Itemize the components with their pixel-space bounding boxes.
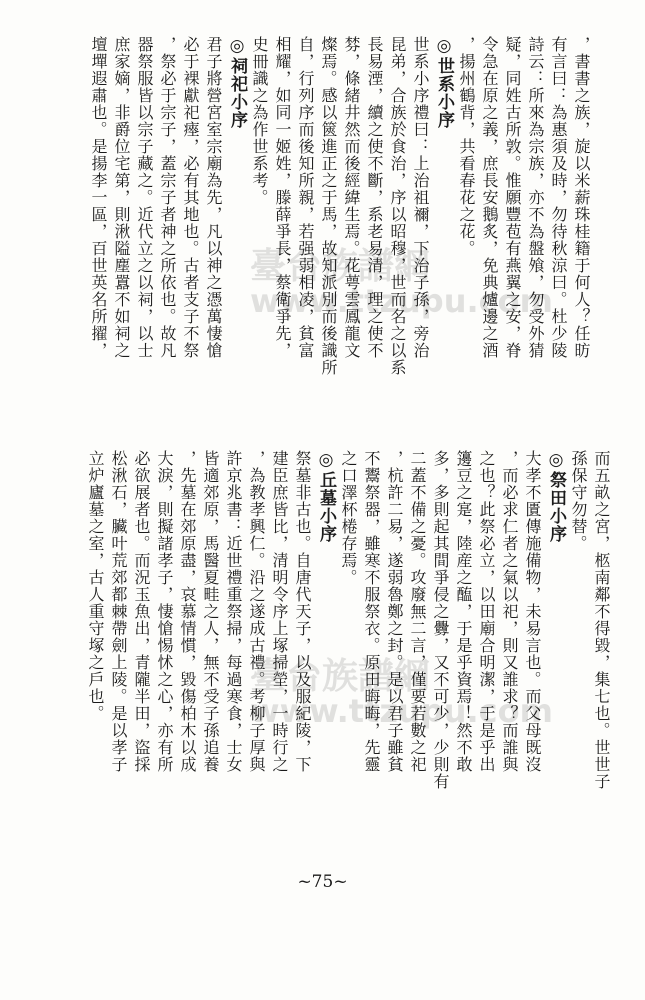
text-column: 之也？此祭必立，以田廟合明潔，于是乎出 — [477, 450, 496, 773]
text-column: ，而必求仁者之氣以祀，則又誰求？而誰與 — [500, 450, 519, 773]
text-column: 史冊識之為作世系考。 — [250, 36, 269, 206]
text-column: 大孝不匱傳施備物，未易言也。而父母既沒 — [523, 450, 542, 773]
text-column: 籩豆之寔，陸産之醢，于是乎資焉！然不敢 — [454, 450, 473, 773]
text-column: ，杭許二易，遂弱魯鄭之封。是以君子雖貧 — [385, 450, 404, 773]
section-heading: ◎丘墓小序 — [316, 450, 336, 543]
text-column: 孫保守勿替。 — [569, 450, 588, 552]
text-column: 自，行列序而後知所親，若强弱相凌，貧富 — [296, 36, 315, 359]
text-column: ，書書之族，旋以米薪珠桂籍于何人？任昉 — [572, 36, 591, 359]
text-column: 松湫石，臟叶荒郊都棘帶劍上陵。是以孝子 — [109, 450, 128, 773]
lower-text-block — [43, 450, 613, 850]
watermark-bottom-url: www.ttzupu.com — [250, 692, 553, 730]
text-column: 祭墓非古也。自唐代天子，以及服紀陵，下 — [293, 450, 312, 773]
text-column: 詩云：所來為宗族，亦不為盤飧，勿受外猜 — [526, 36, 545, 359]
text-column: 多，多則起其間爭侵之釁，又不可少，少則有 — [431, 450, 450, 790]
text-column: 皆適郊原，馬醫夏畦之人，無不受子孫追養 — [201, 450, 220, 773]
page-number: ~75~ — [297, 872, 348, 892]
text-column: 必欲展者也。而況玉魚出，青隴半田，盜採 — [132, 450, 151, 773]
text-column: 有言曰：為惠須及時，勿待秋涼曰。杜少陵 — [549, 36, 568, 359]
text-column: 必于裸獻祀瘞，必有其地也。古者支子不祭 — [181, 36, 200, 359]
text-column: ，揚州鶴背，共看春花之花。 — [457, 36, 476, 257]
text-column: 許京兆書：近世禮重祭掃，每過寒食，士女 — [224, 450, 243, 773]
text-column: 昆弟，合族於食治，序以昭穆，世而名之以系 — [388, 36, 407, 376]
text-column: 相耀，如同一姬姓，滕薛爭長，蔡衛爭先， — [273, 36, 292, 359]
text-column: 疑，同姓古所敦。惟願豐苞有燕翼之安，脊 — [503, 36, 522, 359]
text-column: 世系小序禮曰：上治祖禰，下治子孫，旁治 — [411, 36, 430, 359]
text-column: 二蓋不備之憂。攻廢無二言，僅要若數之祀 — [408, 450, 427, 773]
text-column: 令急在原之義，庶長安鵝炙，免典爐邊之酒 — [480, 36, 499, 359]
section-heading: ◎祠祀小序 — [227, 36, 247, 129]
text-column: ，先墓在郊原盡，哀慕情慣，毀傷柏木以成 — [178, 450, 197, 773]
text-column: 而五畝之宮，柩南鄰不得毀，集七也。世世子 — [592, 450, 611, 790]
text-column: 器祭服皆以宗子藏之。近代立之以祠，以士 — [135, 36, 154, 359]
upper-text-block — [53, 36, 593, 448]
text-column: 不鬻祭器，雖寒不服祭衣。原田晦晦，先靈 — [362, 450, 381, 773]
text-column: 燦焉。感以篋進正之于馬，故知派別而後識所 — [319, 36, 338, 376]
text-column: 君子將營宮室宗廟為先，凡以神之憑萬悽愴 — [204, 36, 223, 359]
watermark-top-url: www.ttzupu.com — [250, 282, 553, 320]
text-column: 之口澤杯棬存焉。 — [339, 450, 358, 586]
section-heading: ◎世系小序 — [434, 36, 454, 129]
text-column: 大淚，則擬諸孝子，悽愴惕怵之心，亦有所 — [155, 450, 174, 773]
text-column: 立炉廬墓之室，古人重守塚之戶也。 — [86, 450, 105, 722]
section-heading: ◎祭田小序 — [546, 450, 566, 543]
text-column: 棼，條緒井然而後經緯生焉。花萼雲鳳龍文 — [342, 36, 361, 359]
text-column: 壇墠遐肅也。是揚李一區，百世英名所擢， — [89, 36, 108, 359]
watermark-bottom: 臺台族譜網 — [250, 656, 431, 697]
text-column: 長易湮，續之使不斷，系老易清，理之使不 — [365, 36, 384, 359]
text-column: ，為教孝興仁。沿之遂成古禮。考柳子厚與 — [247, 450, 266, 773]
text-column: 建臣庶皆比，清明令序上塚掃塋，一時行之 — [270, 450, 289, 773]
text-column: ，祭必于宗子，蓋宗子者神之所依也。故凡 — [158, 36, 177, 359]
watermark-top: 臺台族譜網 — [250, 246, 431, 287]
text-column: 庶家嫡，非爵位宅第，則湫隘塵囂不如祠之 — [112, 36, 131, 359]
